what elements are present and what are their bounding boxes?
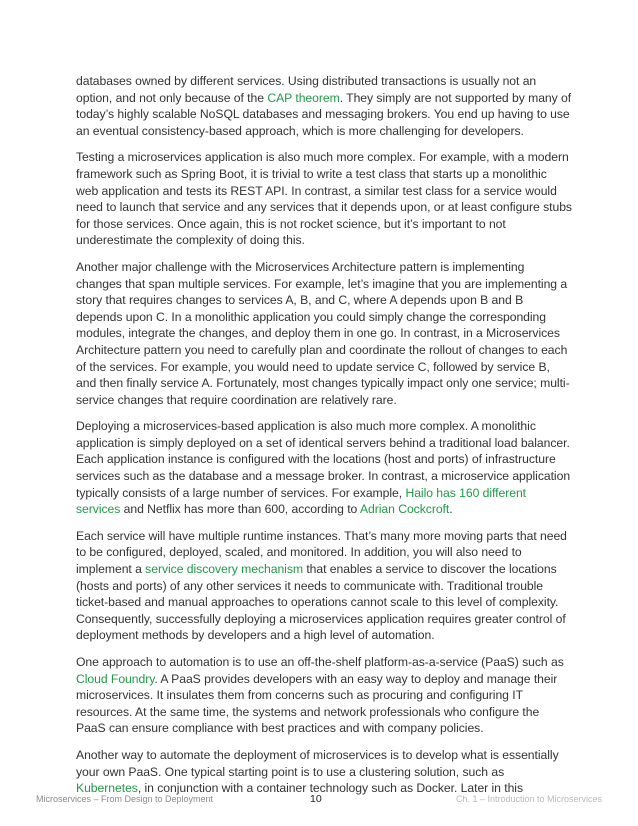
text-run: databases owned by different services. Using distributed transactions is usually not an option, and not only because of the: [76, 74, 537, 105]
document-body: [76, 73, 572, 807]
service-discovery-link[interactable]: service discovery mechanism: [145, 562, 303, 577]
paragraph: [76, 418, 572, 518]
text-run: Another major challenge with the Microservices Architecture pattern is implementing changes that span multiple services. For example, let’s imagine that you are implementing a story that requires changes to services A, B, and C, where A depends upon B and B depends upon C. In a monolithic application you could simply change the corresponding modules, integrate the changes, and deploy them in one go. In contrast, in a Microservices Architecture pattern you need to carefully plan and coordinate the rollout of changes to each of the services. For example, you would need to update service C, followed by service B, and then finally service A. Fortunately, most changes typically impact only one service; multi-service changes that require coordination are relatively rare.: [76, 259, 570, 407]
footer-book-title: Microservices – From Design to Deployment: [36, 794, 214, 804]
cloud-foundry-link[interactable]: Cloud Foundry: [76, 671, 155, 686]
paragraph: [76, 73, 572, 139]
paragraph: [76, 528, 572, 644]
text-run: that enables a service to discover the locations (hosts and ports) of any other services it needs to communicate with. Traditional trouble ticket-based and manual approaches to operations cannot scale to this level of complexity. Consequently, successfully deploying a microservices application requires greater control of deployment methods by developers and a high level of automation.: [76, 562, 566, 643]
text-run: Another way to automate the deployment of microservices is to develop what is essentially your own PaaS. One typical starting point is to use a clustering solution, such as: [76, 747, 559, 779]
text-run: and Netflix has more than 600, according to: [120, 502, 360, 517]
paragraph: [76, 149, 572, 249]
text-run: Testing a microservices application is also much more complex. For example, with a modern framework such as Spring Boot, it is trivial to write a test class that starts up a monolithic web application and tests its REST API. In contrast, a similar test class for a service would need to launch that service and any services that it depends upon, or at least configure stubs for those services. Once again, this is not rocket science, but it’s important to not underestimate the complexity of doing this.: [76, 150, 572, 248]
hailo-services-link[interactable]: Hailo has 160 different services: [76, 485, 527, 517]
adrian-cockcroft-link[interactable]: Adrian Cockcroft: [359, 502, 450, 517]
paragraph: [76, 747, 572, 797]
text-run: . A PaaS provides developers with an easy way to deploy and manage their microservices. It insulates them from concerns such as procuring and configuring IT resources. At the same time, the systems and network professionals who configure the PaaS can ensure compliance with best practices and with company policies.: [76, 671, 558, 736]
cap-theorem-link[interactable]: CAP theorem: [267, 90, 340, 105]
text-run: Deploying a microservices-based application is also much more complex. A monolithic application is simply deployed on a set of identical servers behind a traditional load balancer. Each application instance is configured with the locations (host and ports) of infrastructure services such as the database and a message broker. In contrast, a microservice application typically consists of a large number of services. For example,: [76, 419, 571, 500]
text-run: Each service will have multiple runtime instances. That’s many more moving parts that need to be configured, deployed, scaled, and monitored. In addition, you will also need to implement a: [76, 528, 567, 577]
kubernetes-link[interactable]: Kubernetes: [76, 781, 138, 796]
text-run: One approach to automation is to use an off-the-shelf platform-as-a-service (PaaS) such as: [76, 655, 564, 669]
paragraph: [76, 259, 572, 408]
page-number: 10: [310, 793, 322, 805]
text-run: , in conjunction with a container technology such as Docker. Later in this: [137, 781, 524, 796]
text-run: . They simply are not supported by many of today’s highly scalable NoSQL databases and messaging brokers. You end up having to use an eventual consistency-based approach, which is more challenging for developers.: [76, 90, 572, 138]
paragraph: [76, 654, 572, 737]
page-footer: [0, 791, 638, 807]
text-run: .: [449, 502, 453, 517]
footer-chapter-title: Ch. 1 – Introduction to Microservices: [455, 794, 602, 804]
